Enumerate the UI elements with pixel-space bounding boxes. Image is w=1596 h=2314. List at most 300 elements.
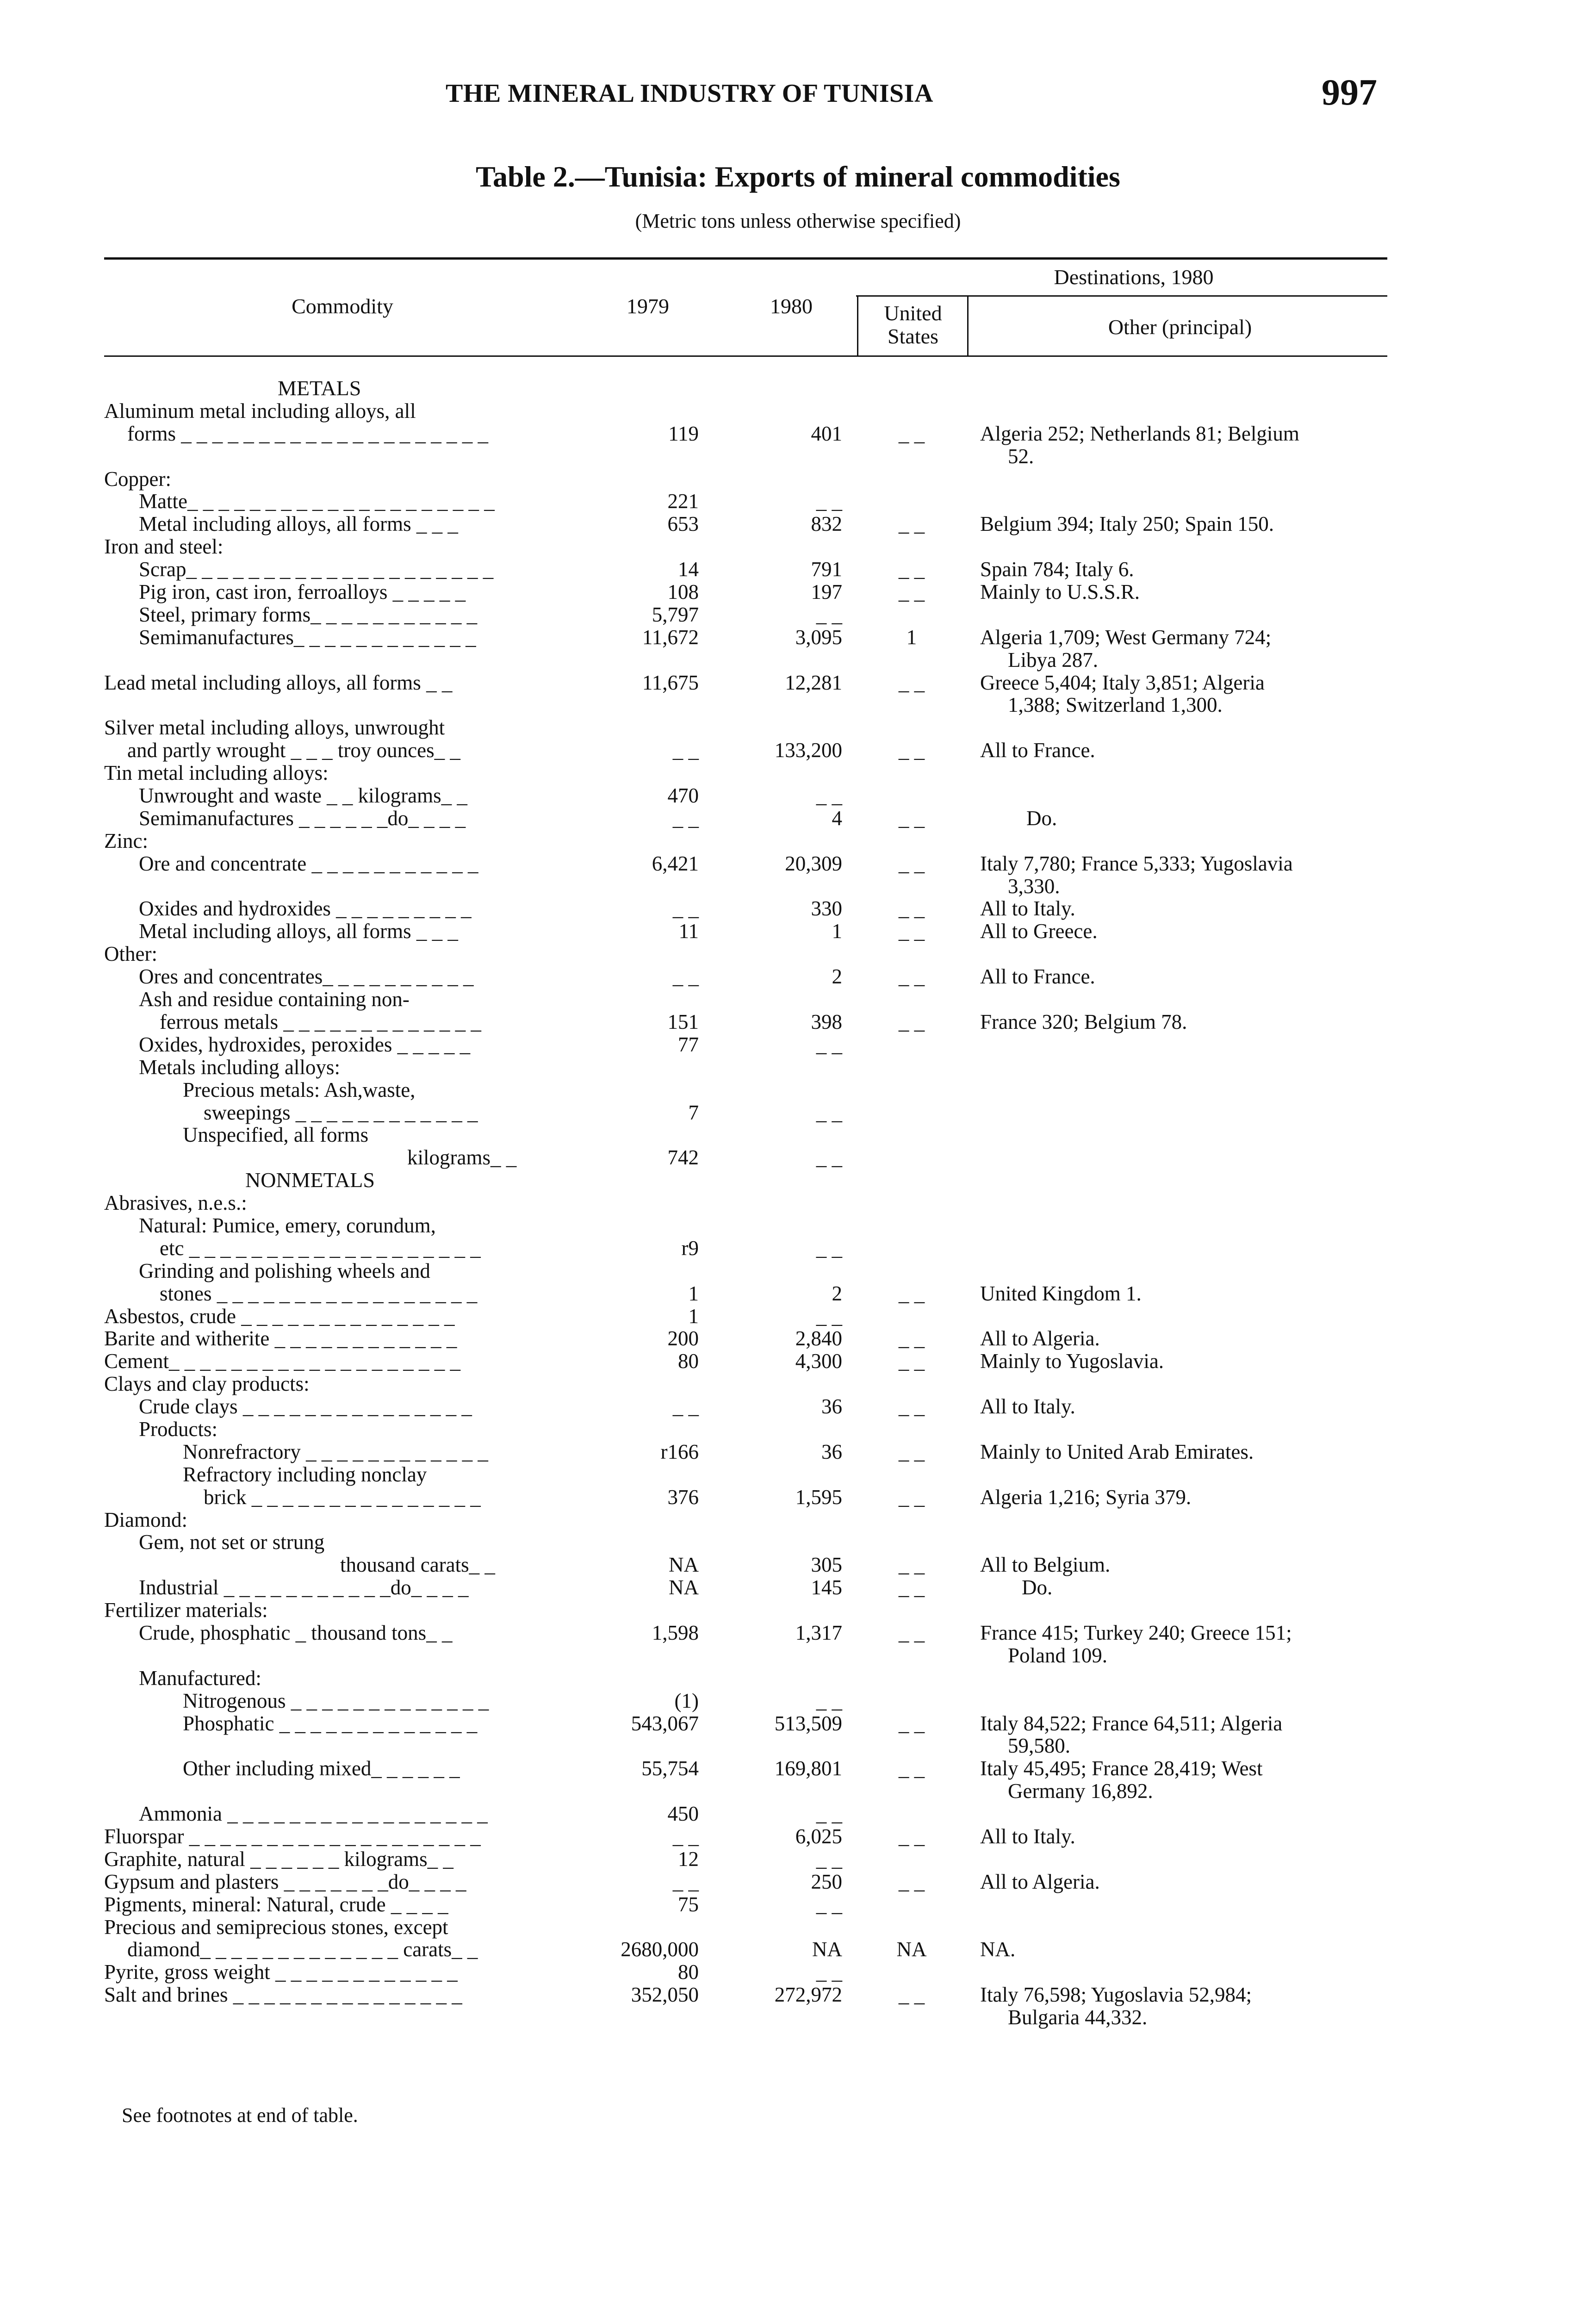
section-heading-row bbox=[0, 1169, 1596, 1192]
commodity-cell: Semimanufactures_ _ _ _ _ _ _ _ _ _ _ _ bbox=[139, 625, 476, 649]
commodity-cell: Fluorspar _ _ _ _ _ _ _ _ _ _ _ _ _ _ _ _ _ _ _ bbox=[104, 1825, 481, 1848]
other-destinations-cell: Do. bbox=[1026, 806, 1057, 830]
commodity-cell: Semimanufactures _ _ _ _ _ _do_ _ _ _ bbox=[139, 806, 466, 830]
other-destinations-cell: All to Belgium. bbox=[980, 1553, 1111, 1577]
value-1979-cell: _ _ bbox=[672, 806, 699, 830]
commodity-cell: Grinding and polishing wheels and bbox=[139, 1259, 430, 1282]
commodity-cell: Products: bbox=[139, 1417, 218, 1441]
table-row bbox=[0, 1192, 1596, 1214]
commodity-cell: stones _ _ _ _ _ _ _ _ _ _ _ _ _ _ _ _ _ bbox=[160, 1281, 478, 1305]
value-1979-cell: 7 bbox=[688, 1101, 699, 1124]
value-1979-cell: _ _ bbox=[672, 965, 699, 989]
other-destinations-cell: Italy 76,598; Yugoslavia 52,984; bbox=[980, 1983, 1252, 2007]
commodity-cell: Metal including alloys, all forms _ _ _ bbox=[139, 920, 458, 943]
table-row bbox=[0, 400, 1596, 423]
table-row bbox=[0, 1237, 1596, 1260]
table-row bbox=[0, 513, 1596, 535]
value-1979-cell: NA bbox=[669, 1553, 699, 1577]
other-destinations-cell: Italy 7,780; France 5,333; Yugoslavia bbox=[980, 852, 1293, 875]
commodity-cell: brick _ _ _ _ _ _ _ _ _ _ _ _ _ _ _ bbox=[204, 1485, 481, 1509]
table-row bbox=[0, 1373, 1596, 1395]
value-1979-cell: 77 bbox=[678, 1033, 699, 1056]
value-1979-cell: 14 bbox=[678, 558, 699, 581]
value-1980-cell: 169,801 bbox=[774, 1757, 842, 1780]
table-row bbox=[0, 1644, 1596, 1667]
commodity-cell: etc _ _ _ _ _ _ _ _ _ _ _ _ _ _ _ _ _ _ _ bbox=[160, 1236, 481, 1260]
value-1979-cell: 55,754 bbox=[641, 1757, 699, 1780]
value-1979-cell: 75 bbox=[678, 1892, 699, 1916]
table-row bbox=[0, 1079, 1596, 1101]
header-top-rule bbox=[104, 257, 1387, 260]
other-destinations-cell: Mainly to Yugoslavia. bbox=[980, 1350, 1164, 1373]
united-states-cell: _ _ bbox=[898, 739, 925, 762]
table-row bbox=[0, 1622, 1596, 1644]
commodity-cell: forms _ _ _ _ _ _ _ _ _ _ _ _ _ _ _ _ _ _ _ _ bbox=[127, 422, 488, 445]
table-row bbox=[0, 445, 1596, 468]
other-destinations-cell: United Kingdom 1. bbox=[980, 1281, 1142, 1305]
value-1980-cell: _ _ bbox=[816, 1689, 842, 1712]
value-1979-cell: _ _ bbox=[672, 1870, 699, 1893]
column-header-1980: 1980 bbox=[770, 294, 813, 318]
value-1979-cell: NA bbox=[669, 1576, 699, 1599]
value-1980-cell: 3,095 bbox=[795, 625, 842, 649]
table-row bbox=[0, 423, 1596, 445]
table-row bbox=[0, 558, 1596, 581]
value-1980-cell: 250 bbox=[811, 1870, 842, 1893]
table-subtitle: (Metric tons unless otherwise specified) bbox=[635, 210, 961, 232]
value-1979-cell: 221 bbox=[667, 490, 699, 513]
value-1980-cell: NA bbox=[812, 1938, 842, 1961]
value-1980-cell: 133,200 bbox=[774, 739, 842, 762]
section-heading: NONMETALS bbox=[245, 1168, 375, 1192]
united-states-cell: _ _ bbox=[898, 512, 925, 536]
commodity-cell: Nitrogenous _ _ _ _ _ _ _ _ _ _ _ _ _ bbox=[183, 1689, 489, 1712]
commodity-cell: Salt and brines _ _ _ _ _ _ _ _ _ _ _ _ _ _ _ bbox=[104, 1983, 462, 2007]
other-destinations-cell: 3,330. bbox=[1008, 874, 1060, 898]
commodity-cell: Asbestos, crude _ _ _ _ _ _ _ _ _ _ _ _ _ _ bbox=[104, 1304, 455, 1328]
united-states-cell: _ _ bbox=[898, 1350, 925, 1373]
table-row bbox=[0, 1463, 1596, 1486]
value-1979-cell: r166 bbox=[660, 1440, 699, 1463]
other-destinations-cell: France 320; Belgium 78. bbox=[980, 1010, 1187, 1033]
table-row bbox=[0, 1576, 1596, 1599]
united-states-cell: _ _ bbox=[898, 1395, 925, 1418]
table-row bbox=[0, 1554, 1596, 1576]
commodity-cell: Diamond: bbox=[104, 1508, 187, 1531]
commodity-cell: Unwrought and waste _ _ kilograms_ _ bbox=[139, 784, 467, 808]
table-row bbox=[0, 875, 1596, 898]
commodity-cell: Barite and witherite _ _ _ _ _ _ _ _ _ _ _ _ bbox=[104, 1327, 457, 1350]
united-states-cell: _ _ bbox=[898, 558, 925, 581]
value-1979-cell: 470 bbox=[667, 784, 699, 808]
commodity-cell: Zinc: bbox=[104, 829, 148, 852]
value-1979-cell: 2680,000 bbox=[621, 1938, 699, 1961]
table-row bbox=[0, 1214, 1596, 1237]
table-row bbox=[0, 1011, 1596, 1033]
united-states-cell: _ _ bbox=[898, 1757, 925, 1780]
value-1979-cell: r9 bbox=[681, 1236, 699, 1260]
commodity-cell: Gem, not set or strung bbox=[139, 1530, 325, 1554]
value-1980-cell: 1,595 bbox=[795, 1485, 842, 1509]
value-1979-cell: 1 bbox=[688, 1304, 699, 1328]
value-1979-cell: 742 bbox=[667, 1146, 699, 1169]
commodity-cell: Oxides, hydroxides, peroxides _ _ _ _ _ bbox=[139, 1033, 471, 1056]
value-1980-cell: _ _ bbox=[816, 603, 842, 626]
other-destinations-cell: Libya 287. bbox=[1008, 648, 1098, 672]
table-row bbox=[0, 1327, 1596, 1350]
table-row bbox=[0, 807, 1596, 830]
commodity-cell: Cement_ _ _ _ _ _ _ _ _ _ _ _ _ _ _ _ _ _ _ bbox=[104, 1350, 460, 1373]
value-1980-cell: 12,281 bbox=[785, 671, 842, 694]
value-1979-cell: 6,421 bbox=[652, 852, 699, 875]
column-header-other: Other (principal) bbox=[1108, 315, 1252, 339]
page-number: 997 bbox=[1322, 72, 1377, 113]
value-1980-cell: _ _ bbox=[816, 1960, 842, 1984]
table-row bbox=[0, 1441, 1596, 1463]
commodity-cell: Precious metals: Ash,waste, bbox=[183, 1078, 416, 1101]
value-1980-cell: 2 bbox=[832, 965, 842, 989]
value-1980-cell: 401 bbox=[811, 422, 842, 445]
table-row bbox=[0, 1667, 1596, 1690]
united-states-cell: _ _ bbox=[898, 1485, 925, 1509]
section-heading-row bbox=[0, 377, 1596, 400]
table-row bbox=[0, 1350, 1596, 1373]
other-destinations-cell: Germany 16,892. bbox=[1008, 1779, 1153, 1803]
other-destinations-cell: All to France. bbox=[980, 965, 1095, 989]
table-row bbox=[0, 1916, 1596, 1939]
united-states-cell: 1 bbox=[906, 625, 917, 649]
table-row bbox=[0, 626, 1596, 649]
united-states-cell: _ _ bbox=[898, 806, 925, 830]
table-row bbox=[0, 1305, 1596, 1328]
table-row bbox=[0, 965, 1596, 988]
commodity-cell: Unspecified, all forms bbox=[183, 1123, 369, 1147]
commodity-cell: Ores and concentrates_ _ _ _ _ _ _ _ _ _ bbox=[139, 965, 474, 989]
commodity-cell: Ammonia _ _ _ _ _ _ _ _ _ _ _ _ _ _ _ _ _ bbox=[139, 1802, 488, 1826]
value-1979-cell: 11,675 bbox=[642, 671, 699, 694]
united-states-cell: NA bbox=[896, 1938, 927, 1961]
value-1980-cell: 4,300 bbox=[795, 1350, 842, 1373]
other-destinations-cell: Algeria 252; Netherlands 81; Belgium bbox=[980, 422, 1299, 445]
commodity-cell: Other: bbox=[104, 942, 157, 966]
value-1980-cell: 832 bbox=[811, 512, 842, 536]
value-1979-cell: 80 bbox=[678, 1960, 699, 1984]
value-1979-cell: _ _ bbox=[672, 1395, 699, 1418]
united-states-cell: _ _ bbox=[898, 1010, 925, 1033]
value-1979-cell: 119 bbox=[668, 422, 699, 445]
table-row bbox=[0, 1260, 1596, 1282]
united-states-cell: _ _ bbox=[898, 1983, 925, 2007]
commodity-cell: Scrap_ _ _ _ _ _ _ _ _ _ _ _ _ _ _ _ _ _ _ _ bbox=[139, 558, 494, 581]
table-row bbox=[0, 1712, 1596, 1735]
commodity-cell: and partly wrought _ _ _ troy ounces_ _ bbox=[127, 739, 460, 762]
other-destinations-cell: Greece 5,404; Italy 3,851; Algeria bbox=[980, 671, 1265, 694]
united-states-cell: _ _ bbox=[898, 1440, 925, 1463]
table-row bbox=[0, 1282, 1596, 1305]
value-1979-cell: 151 bbox=[667, 1010, 699, 1033]
commodity-cell: Crude clays _ _ _ _ _ _ _ _ _ _ _ _ _ _ _ bbox=[139, 1395, 472, 1418]
table-row bbox=[0, 1056, 1596, 1079]
other-destinations-cell: All to Algeria. bbox=[980, 1327, 1100, 1350]
united-states-cell: _ _ bbox=[898, 1825, 925, 1848]
value-1980-cell: 36 bbox=[821, 1395, 842, 1418]
table-body bbox=[0, 377, 1596, 2029]
value-1980-cell: _ _ bbox=[816, 784, 842, 808]
united-states-cell: _ _ bbox=[898, 422, 925, 445]
value-1980-cell: 4 bbox=[832, 806, 842, 830]
united-states-cell: _ _ bbox=[898, 965, 925, 989]
commodity-cell: Precious and semiprecious stones, except bbox=[104, 1915, 448, 1939]
other-destinations-cell: All to Italy. bbox=[980, 1395, 1075, 1418]
commodity-cell: Pigments, mineral: Natural, crude _ _ _ _ bbox=[104, 1892, 448, 1916]
table-row bbox=[0, 1848, 1596, 1871]
column-header-states: States bbox=[888, 324, 938, 348]
united-states-cell: _ _ bbox=[898, 897, 925, 921]
value-1979-cell: 352,050 bbox=[631, 1983, 699, 2007]
united-states-cell: _ _ bbox=[898, 920, 925, 943]
other-destinations-cell: Bulgaria 44,332. bbox=[1008, 2006, 1148, 2029]
table-row bbox=[0, 1893, 1596, 1916]
table-row bbox=[0, 1531, 1596, 1554]
commodity-cell: ferrous metals _ _ _ _ _ _ _ _ _ _ _ _ _ bbox=[160, 1010, 481, 1033]
value-1979-cell: 12 bbox=[678, 1847, 699, 1871]
table-row bbox=[0, 468, 1596, 491]
value-1979-cell: 653 bbox=[667, 512, 699, 536]
united-states-cell: _ _ bbox=[898, 1576, 925, 1599]
column-header-1979: 1979 bbox=[627, 294, 669, 318]
commodity-cell: Aluminum metal including alloys, all bbox=[104, 399, 416, 423]
table-row bbox=[0, 1124, 1596, 1146]
table-row bbox=[0, 1735, 1596, 1757]
table-row bbox=[0, 1395, 1596, 1418]
table-row bbox=[0, 535, 1596, 558]
other-destinations-cell: All to Italy. bbox=[980, 1825, 1075, 1848]
commodity-cell: Gypsum and plasters _ _ _ _ _ _ _do_ _ _ _ bbox=[104, 1870, 466, 1893]
value-1980-cell: _ _ bbox=[816, 1236, 842, 1260]
other-destinations-cell: France 415; Turkey 240; Greece 151; bbox=[980, 1621, 1292, 1644]
table-row bbox=[0, 762, 1596, 784]
table-row bbox=[0, 1033, 1596, 1056]
value-1980-cell: 791 bbox=[811, 558, 842, 581]
commodity-cell: Tin metal including alloys: bbox=[104, 761, 329, 785]
table-row bbox=[0, 1690, 1596, 1712]
table-row bbox=[0, 581, 1596, 603]
value-1980-cell: _ _ bbox=[816, 490, 842, 513]
commodity-cell: Steel, primary forms_ _ _ _ _ _ _ _ _ _ _ bbox=[139, 603, 478, 626]
commodity-cell: Natural: Pumice, emery, corundum, bbox=[139, 1213, 436, 1237]
other-destinations-cell: NA. bbox=[980, 1938, 1016, 1961]
table-row bbox=[0, 649, 1596, 672]
value-1979-cell: _ _ bbox=[672, 739, 699, 762]
other-destinations-cell: Belgium 394; Italy 250; Spain 150. bbox=[980, 512, 1274, 536]
column-header-destinations: Destinations, 1980 bbox=[1054, 265, 1214, 289]
other-destinations-cell: Italy 45,495; France 28,419; West bbox=[980, 1757, 1263, 1780]
united-states-cell: _ _ bbox=[898, 852, 925, 875]
other-destinations-cell: Mainly to U.S.S.R. bbox=[980, 580, 1140, 604]
table-row bbox=[0, 1803, 1596, 1825]
other-destinations-cell: All to Italy. bbox=[980, 897, 1075, 921]
value-1980-cell: 2 bbox=[832, 1281, 842, 1305]
commodity-cell: Other including mixed_ _ _ _ _ _ bbox=[183, 1757, 460, 1780]
table-row bbox=[0, 1825, 1596, 1848]
other-destinations-cell: All to Greece. bbox=[980, 920, 1098, 943]
value-1980-cell: 6,025 bbox=[795, 1825, 842, 1848]
other-destinations-cell: Poland 109. bbox=[1008, 1643, 1108, 1667]
commodity-cell: Clays and clay products: bbox=[104, 1372, 310, 1396]
value-1979-cell: (1) bbox=[674, 1689, 699, 1712]
commodity-cell: sweepings _ _ _ _ _ _ _ _ _ _ _ _ bbox=[204, 1101, 478, 1124]
header-bottom-rule bbox=[104, 355, 1387, 357]
commodity-cell: Pyrite, gross weight _ _ _ _ _ _ _ _ _ _ _ _ bbox=[104, 1960, 458, 1984]
commodity-cell: Refractory including nonclay bbox=[183, 1462, 427, 1486]
table-row bbox=[0, 897, 1596, 920]
value-1980-cell: _ _ bbox=[816, 1892, 842, 1916]
value-1979-cell: 376 bbox=[667, 1485, 699, 1509]
commodity-cell: thousand carats_ _ bbox=[340, 1553, 495, 1577]
us-other-divider bbox=[967, 296, 969, 355]
table-row bbox=[0, 1961, 1596, 1984]
commodity-cell: Matte_ _ _ _ _ _ _ _ _ _ _ _ _ _ _ _ _ _ _ _ bbox=[139, 490, 495, 513]
value-1980-cell: _ _ bbox=[816, 1033, 842, 1056]
table-row bbox=[0, 1418, 1596, 1441]
other-destinations-cell: Italy 84,522; France 64,511; Algeria bbox=[980, 1711, 1283, 1735]
table-row bbox=[0, 988, 1596, 1011]
other-destinations-cell: Mainly to United Arab Emirates. bbox=[980, 1440, 1254, 1463]
table-row bbox=[0, 672, 1596, 694]
commodity-cell: Graphite, natural _ _ _ _ _ _ kilograms_ _ bbox=[104, 1847, 453, 1871]
other-destinations-cell: 59,580. bbox=[1008, 1734, 1070, 1758]
footnote-reference: See footnotes at end of table. bbox=[122, 2104, 358, 2127]
united-states-cell: _ _ bbox=[898, 580, 925, 604]
table-row bbox=[0, 694, 1596, 716]
commodity-cell: Ash and residue containing non- bbox=[139, 988, 410, 1011]
united-states-cell: _ _ bbox=[898, 671, 925, 694]
value-1980-cell: 2,840 bbox=[795, 1327, 842, 1350]
value-1980-cell: _ _ bbox=[816, 1101, 842, 1124]
other-destinations-cell: All to France. bbox=[980, 739, 1095, 762]
united-states-cell: _ _ bbox=[898, 1621, 925, 1644]
commodity-cell: Iron and steel: bbox=[104, 535, 224, 559]
table-row bbox=[0, 1101, 1596, 1124]
column-header-united: United bbox=[884, 301, 942, 325]
united-states-cell: _ _ bbox=[898, 1553, 925, 1577]
value-1980-cell: 197 bbox=[811, 580, 842, 604]
column-header-commodity: Commodity bbox=[292, 294, 393, 318]
commodity-cell: Copper: bbox=[104, 467, 171, 491]
table-row bbox=[0, 739, 1596, 762]
commodity-cell: Oxides and hydroxides _ _ _ _ _ _ _ _ _ bbox=[139, 897, 472, 921]
table-row bbox=[0, 784, 1596, 807]
united-states-cell: _ _ bbox=[898, 1711, 925, 1735]
table-title: Table 2.—Tunisia: Exports of mineral commodities bbox=[476, 160, 1120, 193]
table-row bbox=[0, 490, 1596, 513]
value-1980-cell: 305 bbox=[811, 1553, 842, 1577]
value-1979-cell: 450 bbox=[667, 1802, 699, 1826]
value-1979-cell: 80 bbox=[678, 1350, 699, 1373]
table-row bbox=[0, 2006, 1596, 2029]
running-title: THE MINERAL INDUSTRY OF TUNISIA bbox=[446, 79, 933, 108]
value-1979-cell: 11,672 bbox=[642, 625, 699, 649]
table-row bbox=[0, 1599, 1596, 1622]
us-column-divider bbox=[857, 296, 858, 355]
value-1980-cell: _ _ bbox=[816, 1304, 842, 1328]
table-row bbox=[0, 1938, 1596, 1961]
value-1980-cell: _ _ bbox=[816, 1847, 842, 1871]
commodity-cell: Crude, phosphatic _ thousand tons_ _ bbox=[139, 1621, 453, 1644]
table-row bbox=[0, 1757, 1596, 1780]
table-row bbox=[0, 1871, 1596, 1893]
table-row bbox=[0, 1146, 1596, 1169]
value-1980-cell: 513,509 bbox=[774, 1711, 842, 1735]
value-1979-cell: 1 bbox=[688, 1281, 699, 1305]
value-1979-cell: 11 bbox=[678, 920, 699, 943]
table-row bbox=[0, 852, 1596, 875]
value-1980-cell: 1,317 bbox=[795, 1621, 842, 1644]
value-1980-cell: _ _ bbox=[816, 1146, 842, 1169]
table-row bbox=[0, 716, 1596, 739]
value-1979-cell: 543,067 bbox=[631, 1711, 699, 1735]
value-1980-cell: 36 bbox=[821, 1440, 842, 1463]
commodity-cell: Abrasives, n.e.s.: bbox=[104, 1191, 247, 1215]
value-1980-cell: 272,972 bbox=[774, 1983, 842, 2007]
table-row bbox=[0, 1984, 1596, 2006]
united-states-cell: _ _ bbox=[898, 1281, 925, 1305]
value-1980-cell: 145 bbox=[811, 1576, 842, 1599]
commodity-cell: Pig iron, cast iron, ferroalloys _ _ _ _ _ bbox=[139, 580, 466, 604]
other-destinations-cell: Spain 784; Italy 6. bbox=[980, 558, 1134, 581]
section-heading: METALS bbox=[278, 376, 361, 400]
commodity-cell: Phosphatic _ _ _ _ _ _ _ _ _ _ _ _ _ bbox=[183, 1711, 478, 1735]
table-row bbox=[0, 920, 1596, 943]
commodity-cell: Ore and concentrate _ _ _ _ _ _ _ _ _ _ _ bbox=[139, 852, 478, 875]
value-1979-cell: 5,797 bbox=[652, 603, 699, 626]
commodity-cell: Silver metal including alloys, unwrought bbox=[104, 716, 445, 740]
value-1979-cell: _ _ bbox=[672, 1825, 699, 1848]
value-1980-cell: 20,309 bbox=[785, 852, 842, 875]
value-1979-cell: 200 bbox=[667, 1327, 699, 1350]
table-row bbox=[0, 830, 1596, 852]
commodity-cell: Nonrefractory _ _ _ _ _ _ _ _ _ _ _ _ bbox=[183, 1440, 488, 1463]
other-destinations-cell: 52. bbox=[1008, 444, 1034, 468]
table-row bbox=[0, 943, 1596, 965]
value-1980-cell: _ _ bbox=[816, 1802, 842, 1826]
table-row bbox=[0, 1486, 1596, 1509]
destinations-rule bbox=[856, 295, 1387, 297]
other-destinations-cell: All to Algeria. bbox=[980, 1870, 1100, 1893]
commodity-cell: Lead metal including alloys, all forms _ _ bbox=[104, 671, 453, 694]
value-1979-cell: _ _ bbox=[672, 897, 699, 921]
commodity-cell: Industrial _ _ _ _ _ _ _ _ _ _ _do_ _ _ _ bbox=[139, 1576, 469, 1599]
value-1980-cell: 398 bbox=[811, 1010, 842, 1033]
commodity-cell: Manufactured: bbox=[139, 1666, 261, 1690]
other-destinations-cell: Algeria 1,709; West Germany 724; bbox=[980, 625, 1272, 649]
commodity-cell: diamond_ _ _ _ _ _ _ _ _ _ _ _ _ carats_ _ bbox=[127, 1938, 478, 1961]
table-row bbox=[0, 1780, 1596, 1803]
value-1980-cell: 1 bbox=[832, 920, 842, 943]
commodity-cell: Metal including alloys, all forms _ _ _ bbox=[139, 512, 458, 536]
other-destinations-cell: Algeria 1,216; Syria 379. bbox=[980, 1485, 1192, 1509]
other-destinations-cell: Do. bbox=[1022, 1576, 1053, 1599]
united-states-cell: _ _ bbox=[898, 1327, 925, 1350]
other-destinations-cell: 1,388; Switzerland 1,300. bbox=[1008, 693, 1223, 717]
commodity-cell: Fertilizer materials: bbox=[104, 1599, 268, 1622]
united-states-cell: _ _ bbox=[898, 1870, 925, 1893]
value-1980-cell: 330 bbox=[811, 897, 842, 921]
table-row bbox=[0, 603, 1596, 626]
commodity-cell: kilograms_ _ bbox=[407, 1146, 517, 1169]
commodity-cell: Metals including alloys: bbox=[139, 1055, 340, 1079]
table-row bbox=[0, 1509, 1596, 1531]
